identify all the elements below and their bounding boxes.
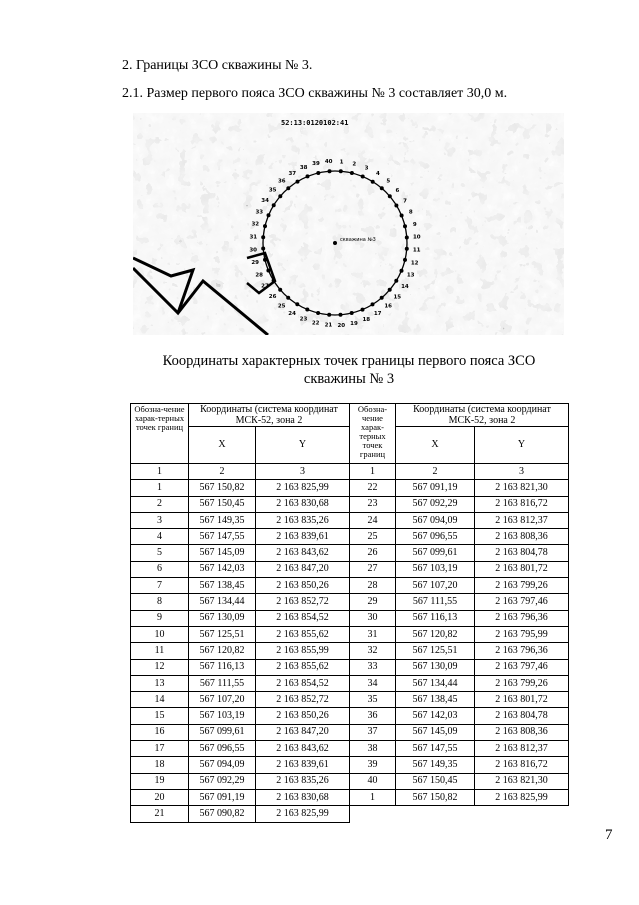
x-coordinate: 567 111,55	[396, 594, 475, 610]
table-row	[131, 789, 569, 805]
x-coordinate: 567 145,09	[189, 545, 256, 561]
boundary-point	[339, 169, 343, 173]
boundary-point	[278, 288, 282, 292]
boundary-point	[316, 171, 320, 175]
point-number: 32	[350, 643, 396, 659]
boundary-point-label: 24	[288, 310, 296, 317]
x-coordinate: 567 134,44	[396, 675, 475, 691]
y-coordinate: 2 163 835,26	[256, 773, 350, 789]
map-background	[133, 113, 564, 335]
header-x: X	[189, 427, 256, 464]
x-coordinate: 567 120,82	[189, 643, 256, 659]
point-number: 8	[131, 594, 189, 610]
table-title	[130, 352, 568, 388]
point-number: 39	[350, 757, 396, 773]
point-number: 19	[131, 773, 189, 789]
y-coordinate: 2 163 799,26	[475, 675, 569, 691]
boundary-point-label: 9	[412, 222, 417, 228]
point-number: 10	[131, 626, 189, 642]
table-row	[131, 643, 569, 659]
boundary-point	[278, 194, 282, 198]
boundary-point	[371, 180, 375, 184]
boundary-point	[361, 175, 365, 179]
y-coordinate: 2 163 852,72	[256, 692, 350, 708]
y-coordinate: 2 163 796,36	[475, 643, 569, 659]
point-number: 5	[131, 545, 189, 561]
y-coordinate: 2 163 801,72	[475, 561, 569, 577]
table-row	[131, 659, 569, 675]
subsection-heading: 2.1. Размер первого пояса ЗСО скважины № 3 составляет 30,0 м.	[122, 86, 508, 101]
boundary-point	[405, 247, 409, 251]
point-number: 9	[131, 610, 189, 626]
y-coordinate: 2 163 850,26	[256, 578, 350, 594]
boundary-point	[316, 311, 320, 315]
table-row	[131, 675, 569, 691]
boundary-point-label: 10	[412, 234, 421, 241]
x-coordinate: 567 091,19	[396, 480, 475, 496]
x-coordinate: 567 103,19	[189, 708, 256, 724]
boundary-point	[380, 186, 384, 190]
boundary-point-label: 28	[255, 272, 264, 279]
table-row	[131, 773, 569, 789]
boundary-point	[394, 204, 398, 208]
x-coordinate: 567 107,20	[189, 692, 256, 708]
y-coordinate: 2 163 804,78	[475, 545, 569, 561]
boundary-point-label: 23	[299, 316, 308, 323]
point-number: 23	[350, 496, 396, 512]
boundary-point-label: 3	[364, 165, 369, 172]
boundary-point-label: 12	[410, 260, 419, 267]
y-coordinate: 2 163 799,26	[475, 578, 569, 594]
y-coordinate: 2 163 839,61	[256, 529, 350, 545]
boundary-point	[328, 169, 332, 173]
y-coordinate: 2 163 808,36	[475, 529, 569, 545]
x-coordinate: 567 116,13	[189, 659, 256, 675]
table-row	[131, 496, 569, 512]
table-row	[131, 806, 569, 822]
table-row	[131, 610, 569, 626]
column-number: 3	[256, 464, 350, 480]
boundary-point-label: 16	[384, 303, 393, 310]
boundary-point	[296, 180, 300, 184]
boundary-point-label: 8	[408, 209, 413, 216]
column-number: 2	[189, 464, 256, 480]
boundary-point	[261, 247, 265, 251]
boundary-point-label: 6	[395, 187, 400, 194]
x-coordinate: 567 125,51	[396, 643, 475, 659]
x-coordinate: 567 099,61	[189, 724, 256, 740]
y-coordinate: 2 163 830,68	[256, 496, 350, 512]
boundary-point-label: 37	[288, 171, 297, 177]
boundary-point-label: 7	[403, 198, 407, 205]
point-number: 11	[131, 643, 189, 659]
table-row	[131, 561, 569, 577]
point-number: 1	[350, 789, 396, 805]
x-coordinate: 567 150,45	[189, 496, 256, 512]
point-number: 37	[350, 724, 396, 740]
page-number: 7	[605, 827, 613, 843]
y-coordinate: 2 163 855,99	[256, 643, 350, 659]
boundary-point-label: 15	[393, 294, 402, 301]
table-row	[131, 594, 569, 610]
x-coordinate: 567 142,03	[396, 708, 475, 724]
boundary-point-label: 14	[401, 283, 409, 290]
boundary-point	[286, 186, 290, 190]
table-row	[131, 708, 569, 724]
x-coordinate: 567 120,82	[396, 626, 475, 642]
boundary-point-label: 36	[277, 178, 286, 185]
boundary-point-label: 29	[251, 260, 260, 266]
point-number: 4	[131, 529, 189, 545]
y-coordinate: 2 163 843,62	[256, 741, 350, 757]
x-coordinate: 567 092,29	[396, 496, 475, 512]
point-number: 28	[350, 578, 396, 594]
boundary-point	[361, 308, 365, 312]
y-coordinate: 2 163 825,99	[475, 789, 569, 805]
boundary-point-label: 39	[312, 161, 320, 168]
x-coordinate: 567 107,20	[396, 578, 475, 594]
point-number: 1	[131, 480, 189, 496]
y-coordinate: 2 163 812,37	[475, 512, 569, 528]
point-number: 38	[350, 741, 396, 757]
boundary-point	[295, 302, 299, 306]
boundary-point	[261, 235, 265, 239]
y-coordinate: 2 163 854,52	[256, 675, 350, 691]
boundary-point-label: 26	[268, 294, 277, 301]
point-number: 18	[131, 757, 189, 773]
y-coordinate: 2 163 816,72	[475, 757, 569, 773]
point-number: 14	[131, 692, 189, 708]
x-coordinate: 567 116,13	[396, 610, 475, 626]
boundary-point-label: 2	[352, 161, 357, 168]
y-coordinate: 2 163 825,99	[256, 480, 350, 496]
boundary-point	[305, 308, 309, 312]
y-coordinate: 2 163 850,26	[256, 708, 350, 724]
table-row	[131, 741, 569, 757]
table-row	[131, 757, 569, 773]
x-coordinate: 567 150,82	[189, 480, 256, 496]
x-coordinate: 567 103,19	[396, 561, 475, 577]
boundary-point-label: 11	[412, 247, 421, 254]
x-coordinate: 567 096,55	[396, 529, 475, 545]
y-coordinate: 2 163 843,62	[256, 545, 350, 561]
point-number: 15	[131, 708, 189, 724]
y-coordinate: 2 163 855,62	[256, 659, 350, 675]
boundary-point-label: 35	[268, 187, 277, 194]
coordinates-table	[130, 403, 569, 823]
point-number: 34	[350, 675, 396, 691]
boundary-point-label: 19	[350, 320, 358, 327]
point-number: 22	[350, 480, 396, 496]
x-coordinate: 567 091,19	[189, 789, 256, 805]
boundary-point-label: 38	[299, 165, 308, 172]
x-coordinate: 567 090,82	[189, 806, 256, 822]
parcel-label: 52:13:0120102:41	[281, 119, 349, 127]
boundary-point-label: 31	[249, 234, 258, 241]
y-coordinate: 2 163 835,26	[256, 512, 350, 528]
point-number: 20	[131, 789, 189, 805]
x-coordinate: 567 134,44	[189, 594, 256, 610]
header-y: Y	[475, 427, 569, 464]
empty-cell	[475, 806, 569, 822]
boundary-point	[263, 258, 267, 262]
x-coordinate: 567 130,09	[189, 610, 256, 626]
column-number: 3	[475, 464, 569, 480]
point-number: 29	[350, 594, 396, 610]
x-coordinate: 567 138,45	[396, 692, 475, 708]
y-coordinate: 2 163 816,72	[475, 496, 569, 512]
point-number: 33	[350, 659, 396, 675]
boundary-point-label: 34	[261, 198, 269, 205]
x-coordinate: 567 094,09	[189, 757, 256, 773]
boundary-point-label: 27	[261, 283, 269, 290]
boundary-point-label: 17	[373, 311, 382, 317]
x-coordinate: 567 150,82	[396, 789, 475, 805]
y-coordinate: 2 163 821,30	[475, 773, 569, 789]
point-number: 16	[131, 724, 189, 740]
x-coordinate: 567 147,55	[396, 741, 475, 757]
x-coordinate: 567 150,45	[396, 773, 475, 789]
point-number: 2	[131, 496, 189, 512]
y-coordinate: 2 163 797,46	[475, 659, 569, 675]
y-coordinate: 2 163 847,20	[256, 561, 350, 577]
x-coordinate: 567 099,61	[396, 545, 475, 561]
x-coordinate: 567 149,35	[396, 757, 475, 773]
x-coordinate: 567 092,29	[189, 773, 256, 789]
boundary-point	[403, 224, 407, 228]
header-y: Y	[256, 427, 350, 464]
boundary-point	[405, 236, 409, 240]
boundary-point	[272, 203, 276, 207]
y-coordinate: 2 163 797,46	[475, 594, 569, 610]
table-row	[131, 724, 569, 740]
x-coordinate: 567 094,09	[396, 512, 475, 528]
x-coordinate: 567 145,09	[396, 724, 475, 740]
header-coordinates: Координаты (система координат МСК-52, зона 2	[189, 404, 350, 427]
empty-cell	[396, 806, 475, 822]
point-number: 12	[131, 659, 189, 675]
x-coordinate: 567 096,55	[189, 741, 256, 757]
x-coordinate: 567 111,55	[189, 675, 256, 691]
boundary-point-label: 30	[249, 247, 258, 254]
boundary-point-label: 1	[339, 159, 344, 166]
point-number: 6	[131, 561, 189, 577]
table-row	[131, 692, 569, 708]
boundary-point	[350, 171, 354, 175]
x-coordinate: 567 142,03	[189, 561, 256, 577]
column-number: 1	[131, 464, 189, 480]
column-number: 2	[396, 464, 475, 480]
boundary-point-label: 25	[277, 303, 286, 310]
point-number: 25	[350, 529, 396, 545]
boundary-point-label: 18	[362, 316, 371, 323]
header-coordinates: Координаты (система координат МСК-52, зона 2	[396, 404, 569, 427]
boundary-point-label: 4	[375, 171, 380, 178]
boundary-point	[286, 296, 290, 300]
point-number: 26	[350, 545, 396, 561]
boundary-point	[388, 288, 392, 292]
well-marker	[333, 241, 337, 245]
y-coordinate: 2 163 796,36	[475, 610, 569, 626]
site-map	[133, 113, 564, 335]
y-coordinate: 2 163 801,72	[475, 692, 569, 708]
x-coordinate: 567 125,51	[189, 626, 256, 642]
section-heading: 2. Границы ЗСО скважины № 3.	[122, 58, 313, 73]
boundary-point	[272, 279, 276, 283]
table-row	[131, 545, 569, 561]
header-point-sign: Обозна-чение харак-терных точек границ	[350, 404, 396, 464]
point-number: 24	[350, 512, 396, 528]
boundary-point	[388, 194, 392, 198]
y-coordinate: 2 163 804,78	[475, 708, 569, 724]
boundary-point	[327, 313, 331, 317]
boundary-point-label: 13	[406, 272, 415, 279]
y-coordinate: 2 163 795,99	[475, 626, 569, 642]
y-coordinate: 2 163 854,52	[256, 610, 350, 626]
empty-cell	[350, 806, 396, 822]
boundary-point-label: 40	[324, 159, 333, 166]
boundary-point-label: 22	[311, 320, 320, 327]
x-coordinate: 567 147,55	[189, 529, 256, 545]
column-number: 1	[350, 464, 396, 480]
header-x: X	[396, 427, 475, 464]
y-coordinate: 2 163 852,72	[256, 594, 350, 610]
boundary-point	[380, 296, 384, 300]
table-title-line1: Координаты характерных точек границы первого пояса ЗСО	[162, 353, 536, 369]
x-coordinate: 567 149,35	[189, 512, 256, 528]
point-number: 3	[131, 512, 189, 528]
y-coordinate: 2 163 821,30	[475, 480, 569, 496]
point-number: 35	[350, 692, 396, 708]
point-number: 40	[350, 773, 396, 789]
boundary-point	[339, 313, 343, 317]
table-row	[131, 512, 569, 528]
table-row	[131, 529, 569, 545]
y-coordinate: 2 163 839,61	[256, 757, 350, 773]
boundary-point	[266, 269, 270, 273]
point-number: 7	[131, 578, 189, 594]
boundary-point-label: 5	[386, 178, 391, 185]
point-number: 31	[350, 626, 396, 642]
boundary-point	[400, 214, 404, 218]
boundary-point-label: 32	[251, 221, 260, 228]
header-point-sign: Обозна-чение харак-терных точек границ	[131, 404, 189, 464]
y-coordinate: 2 163 808,36	[475, 724, 569, 740]
boundary-point-label: 33	[255, 209, 264, 216]
boundary-point-label: 21	[324, 322, 333, 329]
table-title-line2: скважины № 3	[303, 371, 395, 387]
y-coordinate: 2 163 855,62	[256, 626, 350, 642]
boundary-point	[400, 269, 404, 273]
y-coordinate: 2 163 812,37	[475, 741, 569, 757]
table-row	[131, 480, 569, 496]
boundary-point	[267, 213, 271, 217]
boundary-point	[371, 302, 375, 306]
table-row	[131, 578, 569, 594]
point-number: 36	[350, 708, 396, 724]
point-number: 17	[131, 741, 189, 757]
well-label: скважина №3	[340, 237, 376, 243]
point-number: 30	[350, 610, 396, 626]
point-number: 13	[131, 675, 189, 691]
boundary-point-label: 20	[337, 322, 346, 329]
boundary-point	[263, 224, 267, 228]
boundary-point	[306, 174, 310, 178]
x-coordinate: 567 138,45	[189, 578, 256, 594]
y-coordinate: 2 163 830,68	[256, 789, 350, 805]
boundary-point	[403, 258, 407, 262]
x-coordinate: 567 130,09	[396, 659, 475, 675]
boundary-point	[350, 311, 354, 315]
y-coordinate: 2 163 847,20	[256, 724, 350, 740]
boundary-point	[394, 279, 398, 283]
point-number: 27	[350, 561, 396, 577]
point-number: 21	[131, 806, 189, 822]
y-coordinate: 2 163 825,99	[256, 806, 350, 822]
table-row	[131, 626, 569, 642]
